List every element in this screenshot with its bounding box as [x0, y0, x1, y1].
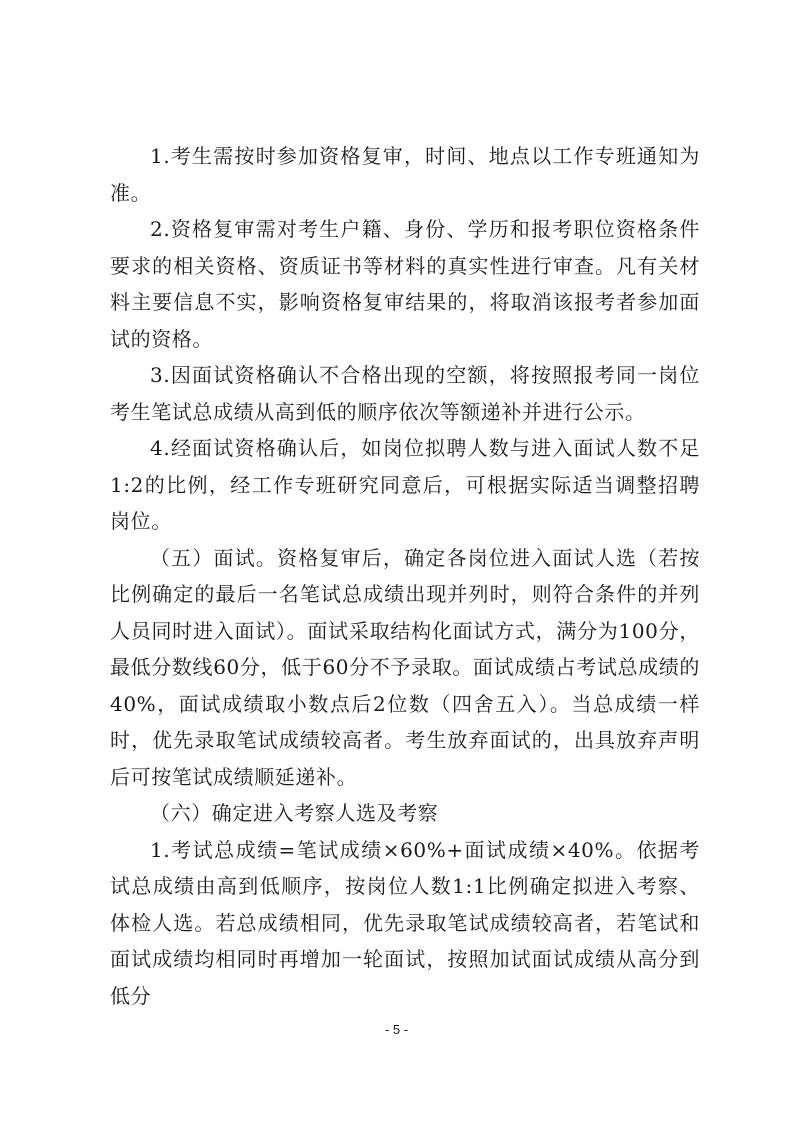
heading-text: （六）确定进入考察人选及考察 [150, 801, 439, 825]
paragraph-interview [110, 540, 700, 796]
paragraph-text: 1.考生需按时参加资格复审，时间、地点以工作专班通知为准。 [110, 144, 700, 205]
paragraph-review-scope [110, 211, 700, 357]
paragraph-ratio-adjust [110, 430, 700, 540]
paragraph-vacancy-fill [110, 357, 700, 430]
paragraph-review-time [110, 138, 700, 211]
paragraph-text: 4.经面试资格确认后，如岗位拟聘人数与进入面试人数不足1:2的比例，经工作专班研究同意后，可根据实际适当调整招聘岗位。 [110, 436, 700, 533]
section-lead-interview: （五）面试。 [150, 545, 278, 570]
section-heading-inspection [110, 795, 700, 832]
paragraph-text: 3.因面试资格确认不合格出现的空额，将按照报考同一岗位考生笔试总成绩从高到低的顺序依次等额递补并进行公示。 [110, 363, 700, 424]
paragraph-text: 2.资格复审需对考生户籍、身份、学历和报考职位资格条件要求的相关资格、资质证书等材料的真实性进行审查。凡有关材料主要信息不实，影响资格复审结果的，将取消该报考者参加面试的资格。 [110, 217, 700, 351]
paragraph-total-score [110, 832, 700, 1015]
paragraph-text: 1.考试总成绩=笔试成绩×60%+面试成绩×40%。依据考试总成绩由高到低顺序，按岗位人数1:1比例确定拟进入考察、体检人选。若总成绩相同，优先录取笔试成绩较高者，若笔试和面试成绩均相同时再增加一轮面试，按照加试面试成绩从高分到低分 [110, 837, 700, 1008]
paragraph-text: 资格复审后，确定各岗位进入面试人选（若按比例确定的最后一名笔试总成绩出现并列时，则符合条件的并列人员同时进入面试）。面试采取结构化面试方式，满分为100分，最低分数线60分，低于60分不予录取。面试成绩占考试总成绩的40%，面试成绩取小数点后2位数（四舍五入）。当总成绩一样时，优先录取笔试成绩较高者。考生放弃面试的，出具放弃声明后可按笔试成绩顺延递补。 [110, 545, 700, 789]
document-body [110, 138, 700, 1014]
page-number: - 5 - [384, 1022, 409, 1037]
